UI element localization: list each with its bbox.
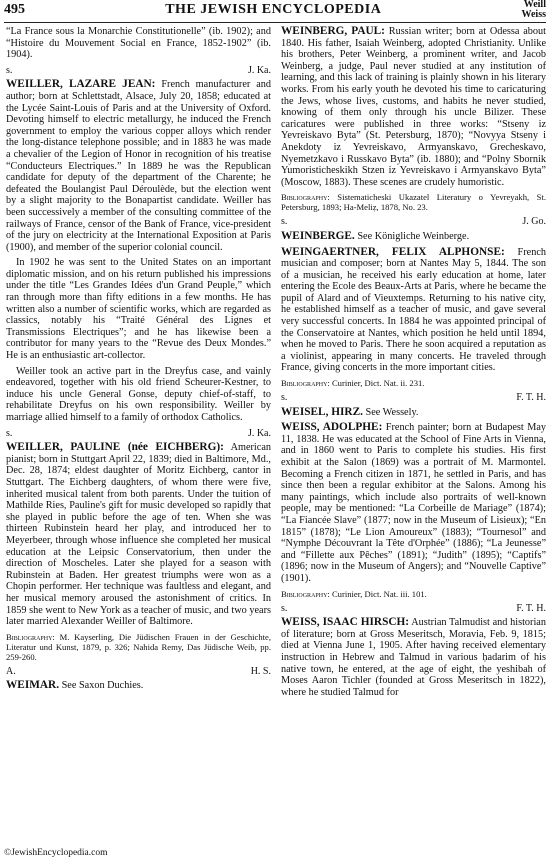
signature-line xyxy=(281,216,546,228)
entry-headword: WEIMAR. xyxy=(6,679,60,692)
signature-author: H. S. xyxy=(250,665,271,677)
entry-headword: WEINBERGE. xyxy=(281,229,355,242)
cross-reference: See Saxon Duchies. xyxy=(59,680,144,692)
entry-paragraph: Weiller took an active part in the Dreyfus case, and vainly endeavored, together with his old friend Scheurer-Kestner, to induce his uncle General Gonse, deputy chief-of-staff, to rehabilitate Dreyfus on his own responsibility. Weiller by marriage allied himself to a family of orthodox Catholics. xyxy=(6,365,271,423)
signature-region: s. xyxy=(6,427,13,439)
signature-line xyxy=(6,428,271,440)
entry-headword: WEINBERG, PAUL: xyxy=(281,26,385,37)
entry-weinberg-paul xyxy=(281,26,546,188)
signature-line xyxy=(281,603,546,615)
entry-weinberge xyxy=(281,231,546,243)
signature-author: F. T. H. xyxy=(516,602,546,614)
entry-weiller-pauline xyxy=(6,442,271,628)
bibliography-label: Bibliography xyxy=(281,588,328,599)
signature-region: s. xyxy=(6,64,13,76)
entry-text: French painter; born at Budapest May 11, 1838. He was educated at the School of Fine Arts in Vienna, and in 1860 went to Paris to complete his studies. His first exhibit at the Salon (1869) was a portrait of M. Marmontel. Becoming a French citizen in 1871, he settled in Paris, and has since then been a regular exhibitor at the Salons. Among his many paintings, which include also portraits of well-known people, may be mentioned: “La Corbeille de Mariage” (1874); “La Fiancée Slave” (1877; now in the Museum of Lisieux); “En 1815” (1878); “Le Lion Amoureux” (1883); “Tournesol” and “Nymphe Découvrant la Tête d'Orphée” (1886); “La Jeunesse” and “Fillette aux Pêches” (1891); “Judith” (1895); “Captifs” (1896; now in the Museum of Angers); and “Nouvelle Captive” (1901). xyxy=(281,422,546,584)
signature-region: s. xyxy=(281,216,288,228)
entry-weisel xyxy=(281,407,546,419)
signature-author: J. Ka. xyxy=(247,64,271,76)
two-column-body xyxy=(6,26,546,846)
page-title: THE JEWISH ENCYCLOPEDIA xyxy=(165,2,382,17)
bibliography xyxy=(281,589,546,599)
signature-region: A. xyxy=(6,665,16,677)
signature-region: s. xyxy=(281,392,288,404)
entry-text: American pianist; born in Stuttgart April 22, 1839; died in Baltimore, Md., Dec. 28, 1874; eldest daughter of Moritz Eichberg, cantor in Stuttgart. The Eichberg daughters, of whom there were five, inherited musical talent from both parents. Under the tuition of Mathilde Ries, Pauline's gift for music developed so rapidly that she played in public before the age of ten. When she was thirteen Rubinstein heard her play, and introduced her to Meyerbeer, through whose influence she completed her musical education at the Leipsic Conservatorium, then under the direction of Moscheles. Later she played for a season with Rubinstein at Baden. Her greatest triumphs were won as a Chopin performer. Her technique was faultless and elegant, and her musical memory aroused the astonishment of critics. In 1859 she went to New York as a teacher of music, and two years later married Alexander Weiller of Baltimore. xyxy=(6,442,271,628)
running-head xyxy=(522,0,546,20)
entry-headword: WEILLER, LAZARE JEAN: xyxy=(6,78,156,91)
bibliography-text: : Curinier, Dict. Nat. iii. 101. xyxy=(327,588,427,599)
running-head-last: Weiss xyxy=(521,9,546,20)
bibliography-label: Bibliography xyxy=(281,192,328,203)
entry-headword: WEILLER, PAULINE (née EICHBERG): xyxy=(6,441,224,454)
cross-reference: See Königliche Weinberge. xyxy=(354,230,470,242)
page-number: 495 xyxy=(4,2,25,17)
bibliography-label: Bibliography xyxy=(281,378,328,389)
entry-headword: WEISS, ISAAC HIRSCH: xyxy=(281,616,410,629)
entry-headword: WEINGAERTNER, FELIX ALPHONSE: xyxy=(281,245,505,258)
page-header xyxy=(4,0,546,23)
bibliography-text: : M. Kayserling, Die Jüdischen Frauen in der Geschichte, Literatur und Kunst, 1879, p. 326; Nahida Remy, Das Jüdische Weib, pp. 259-260. xyxy=(6,631,271,662)
signature-author: J. Go. xyxy=(522,216,546,228)
bibliography-label: Bibliography xyxy=(6,631,53,642)
signature-line xyxy=(6,65,271,77)
bibliography-text: : Sistematicheski Ukazatel Literatury o Yevreyakh, St. Petersburg, 1893; Ha-Meliẓ, 1878, No. 23. xyxy=(281,192,546,213)
entry-headword: WEISEL, HIRZ. xyxy=(281,405,363,418)
signature-author: F. T. H. xyxy=(516,392,546,404)
bibliography xyxy=(6,632,271,662)
entry-weiller-lazare xyxy=(6,79,271,253)
signature-line xyxy=(281,392,546,404)
copyright-footer: ©JewishEncyclopedia.com xyxy=(4,848,108,858)
signature-region: s. xyxy=(281,602,288,614)
entry-text: French manufacturer and author; born at Schlettstadt, Alsace, July 20, 1858; educated at the Lycée Saint-Louis of Paris and at the University of Oxford. Devoting himself to electric metallurgy, he induced the French government to employ the various copper alloys which render the long-distance telephone possible; and in 1883 he was made a chevalier of the Legion of Honor in recognition of his treatise “Conducteurs Electriques.” In 1889 he was the Republican candidate for deputy of the department of the Charente; he defeated the Boulangist Paul Déroulède, but the election went by a slight majority to the Bonapartist candidate. Weiller has been successively a member of the consulting committee of the railways of France, censor of the Bank of France, vice-president of the jury on electricity at the International Exposition at Paris (1900), and member of the superior colonial council. xyxy=(6,79,271,253)
entry-weimar xyxy=(6,680,271,692)
bibliography xyxy=(281,192,546,212)
signature-author: J. Ka. xyxy=(247,427,271,439)
entry-paragraph: In 1902 he was sent to the United States on an important diplomatic mission, and on his return published his impressions under the title “Les Grandes Idées d'un Grand Peuple,” which ran through more than fifty editions in a few months. He has written also a number of scientific works, which are regarded as classics, notably his “Traité Général des Lignes et Transmissions Electriques”; and he has likewise been a contributor for many years to the “Revue des Deux Mondes.” He is an enthusiastic art-collector. xyxy=(6,257,271,362)
entry-text: Russian writer; born at Odessa about 1840. His father, Isaiah Weinberg, adopted Christianity. Unlike his brothers, Peter Weinberg, a prominent writer, and Jacob Weinberg, a judge, Paul never studied at any institution of learning, and this lack of training is plainly shown in his literary works. From his early youth he devoted his time to caricaturing the Jews, whose lives, customs, and habits he never studied, knowing of them only through his uncle Bilizer. These caricatures were published in three works: “Stseny iz Yevreiskavo Byta” (St. Petersburg, 1870); “Novyya Stseny i Anekdoty iz Yevreiskavo, Armyanskavo, Grecheskavo, Nyemetzkavo i Russkavo Byta” (ib. 1880); and “Polny Sbornik Yumoristicheskikh Stzen iz Yevreiskavo i Armyanskavo Byta” (Moscow, 1883). These scenes are crudely humoristic. xyxy=(281,26,546,188)
entry-weiss-isaac xyxy=(281,617,546,698)
signature-line xyxy=(6,666,271,678)
entry-headword: WEISS, ADOLPHE: xyxy=(281,421,383,434)
cross-reference: See Wessely. xyxy=(362,406,419,418)
entry-weingaertner xyxy=(281,247,546,375)
entry-text: French musician and composer; born at Nantes May 5, 1844. The son of a musician, he received his early education at home, later entering the Ecole des Beaux-Arts at Paris, where he became the pupil of Alard and of Vieuxtemps. Returning to his native city, he established himself as a teacher of music, and gave several very successful concerts. In 1884 he was appointed principal of the Conservatoire at Nantes, which position he held until 1894, when he moved to Paris. There he soon acquired a reputation as a violinist, appearing in many concerts. He traveled through France, giving concerts in the more important cities. xyxy=(281,246,546,374)
bibliography xyxy=(281,378,546,388)
entry-weiss-adolphe xyxy=(281,422,546,584)
entry-text: Austrian Talmudist and historian of literature; born at Gross Meseritsch, Moravia, Feb. 9, 1815; died at Vienna June 1, 1905. After having received elementary instruction in Hebrew and Talmud in various ḥadarim of his native town, he entered, at the age of eight, the yeshibah of Moses Aaron Tichler (founded at Gross Meseritsch in 1822), where he studied Talmud for xyxy=(281,617,546,698)
left-column xyxy=(6,26,271,846)
continued-text: “La France sous la Monarchie Constitutionelle” (ib. 1902); and “Histoire du Mouvement Social en France, 1852-1902” (ib. 1904). xyxy=(6,26,271,61)
right-column xyxy=(281,26,546,846)
bibliography-text: : Curinier, Dict. Nat. ii. 231. xyxy=(327,378,425,389)
running-head-first: Weill xyxy=(523,0,546,10)
